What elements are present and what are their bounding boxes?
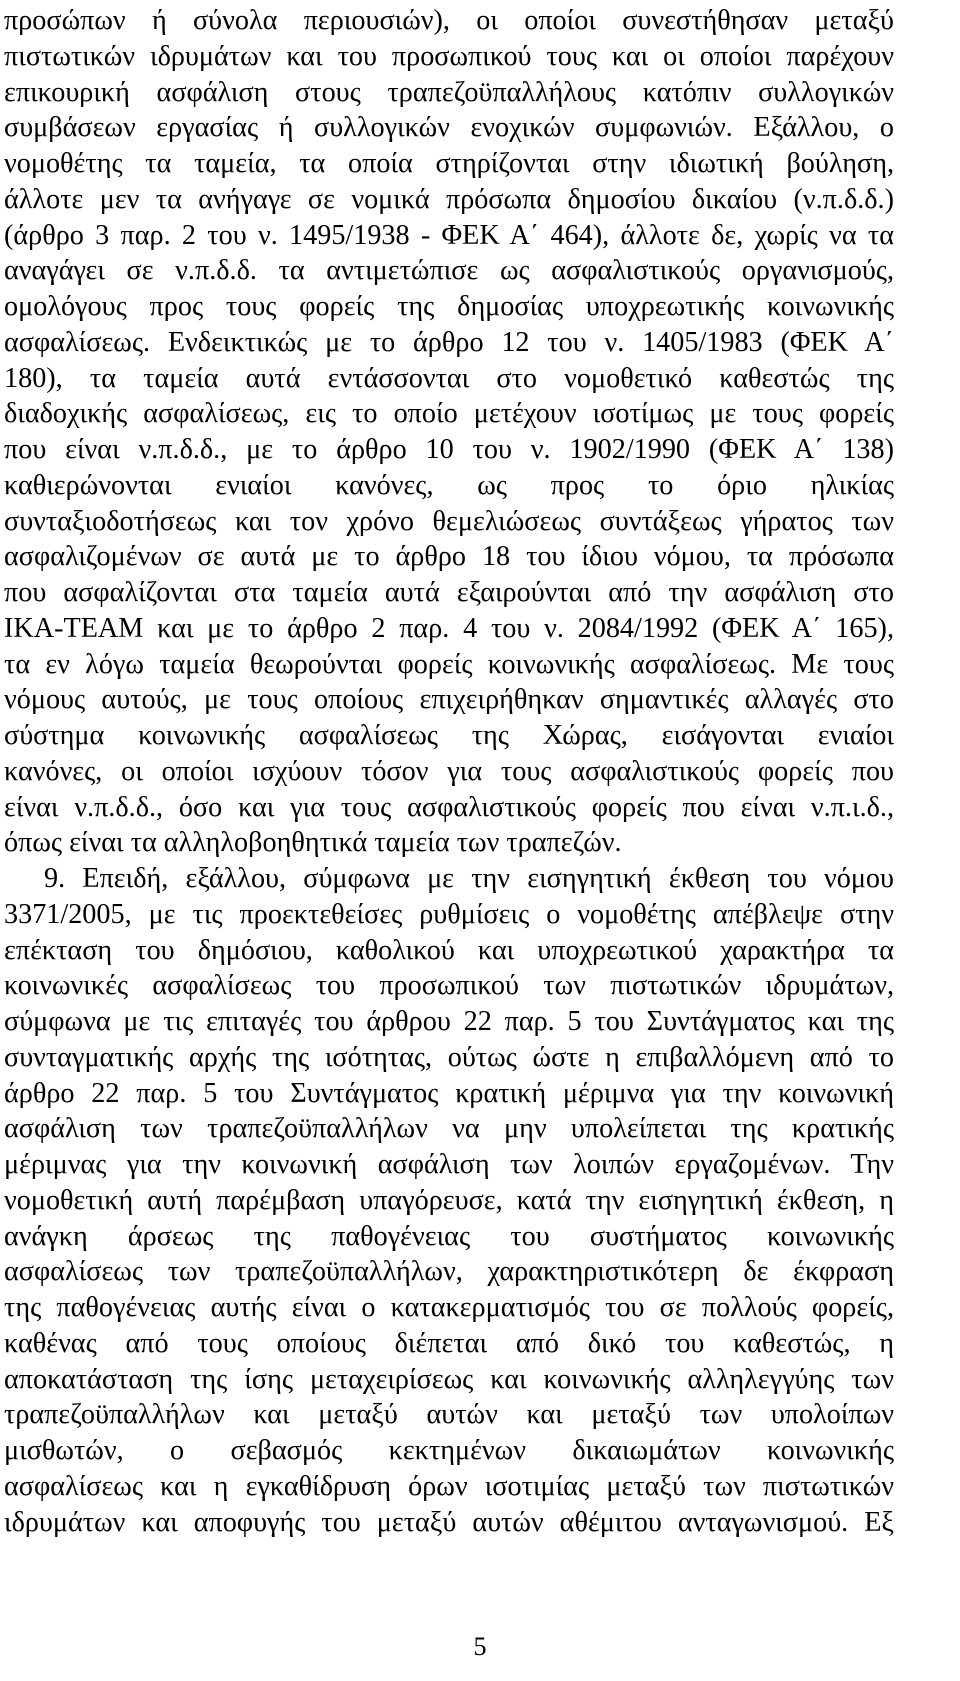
text-line: όπως είναι τα αλληλοβοηθητικά ταμεία των τραπεζών. xyxy=(4,827,622,859)
text-line: σύστημα κοινωνικής ασφαλίσεως της Χώρας, εισάγονται ενιαίοι xyxy=(4,720,894,751)
text-line: που είναι ν.π.δ.δ., με το άρθρο 10 του ν. 1902/1990 (ΦΕΚ Α΄ 138) xyxy=(4,434,894,465)
text-line: είναι ν.π.δ.δ., όσο και για τους ασφαλιστικούς φορείς που είναι ν.π.ι.δ., xyxy=(4,791,894,823)
text-line: σύμφωνα με τις επιταγές του άρθρου 22 παρ. 5 του Συντάγματος και της xyxy=(4,1006,894,1037)
text-line: νόμους αυτούς, με τους οποίους επιχειρήθηκαν σημαντικές αλλαγές στο xyxy=(4,684,894,716)
text-line: ΙΚΑ-ΤΕΑΜ και με το άρθρο 2 παρ. 4 του ν. 2084/1992 (ΦΕΚ Α΄ 165), xyxy=(4,612,894,644)
text-line: επέκταση του δημόσιου, καθολικού και υποχρεωτικού χαρακτήρα τα xyxy=(4,934,894,966)
page-number: 5 xyxy=(473,1632,487,1661)
text-line: (άρθρο 3 παρ. 2 του ν. 1495/1938 - ΦΕΚ Α΄ 464), άλλοτε δε, χωρίς να τα xyxy=(4,219,894,251)
text-line: καθένας από τους οποίους διέπεται από δικό του καθεστώς, η xyxy=(4,1327,894,1359)
text-line: 9. Επειδή, εξάλλου, σύμφωνα με την εισηγητική έκθεση του νόμου xyxy=(44,863,894,894)
text-line: άλλοτε μεν τα ανήγαγε σε νομικά πρόσωπα δημοσίου δικαίου (ν.π.δ.δ.) xyxy=(4,183,894,215)
text-line: κανόνες, οι οποίοι ισχύουν τόσον για τους ασφαλιστικούς φορείς που xyxy=(4,755,894,787)
text-line: τα εν λόγω ταμεία θεωρούνται φορείς κοινωνικής ασφαλίσεως. Με τους xyxy=(4,648,894,680)
text-line: ομολόγους προς τους φορείς της δημοσίας υποχρεωτικής κοινωνικής xyxy=(4,291,894,322)
text-line: καθιερώνονται ενιαίοι κανόνες, ως προς το όριο ηλικίας xyxy=(4,469,894,501)
text-line: τραπεζοϋπαλλήλων και μεταξύ αυτών και μεταξύ των υπολοίπων xyxy=(4,1399,894,1431)
text-line: επικουρική ασφάλιση στους τραπεζοϋπαλλήλους κατόπιν συλλογικών xyxy=(4,76,894,108)
text-line: νομοθέτης τα ταμεία, τα οποία στηρίζονται στην ιδιωτική βούληση, xyxy=(4,148,894,179)
text-line: συνταξιοδοτήσεως και τον χρόνο θεμελιώσεως συντάξεως γήρατος των xyxy=(4,505,894,537)
text-line: 3371/2005, με τις προεκτεθείσες ρυθμίσεις ο νομοθέτης απέβλεψε στην xyxy=(4,898,894,930)
body-text xyxy=(4,3,894,1540)
text-line: συμβάσεων εργασίας ή συλλογικών ενοχικών συμφωνιών. Εξάλλου, ο xyxy=(4,112,894,144)
text-line: ασφαλίσεως των τραπεζοϋπαλλήλων, χαρακτηριστικότερη δε έκφραση xyxy=(4,1256,894,1288)
text-line: αποκατάσταση της ίσης μεταχειρίσεως και κοινωνικής αλληλεγγύης των xyxy=(4,1363,894,1395)
text-line: ανάγκη άρσεως της παθογένειας του συστήματος κοινωνικής xyxy=(4,1220,894,1252)
text-line: ασφαλίσεως και η εγκαθίδρυση όρων ισοτιμίας μεταξύ των πιστωτικών xyxy=(4,1470,894,1502)
text-line: μέριμνας για την κοινωνική ασφάλιση των λοιπών εργαζομένων. Την xyxy=(4,1149,894,1180)
text-line: αναγάγει σε ν.π.δ.δ. τα αντιμετώπισε ως ασφαλιστικούς οργανισμούς, xyxy=(4,255,894,287)
text-line: διαδοχικής ασφαλίσεως, εις το οποίο μετέχουν ισοτίμως με τους φορείς xyxy=(4,398,894,430)
text-line: νομοθετική αυτή παρέμβαση υπαγόρευσε, κατά την εισηγητική έκθεση, η xyxy=(4,1184,894,1216)
text-line: πιστωτικών ιδρυμάτων και του προσωπικού τους και οι οποίοι παρέχουν xyxy=(4,40,894,72)
text-line: ασφαλίσεως. Ενδεικτικώς με το άρθρο 12 του ν. 1405/1983 (ΦΕΚ Α΄ xyxy=(4,326,894,358)
text-line: κοινωνικές ασφαλίσεως του προσωπικού των πιστωτικών ιδρυμάτων, xyxy=(4,970,894,1002)
text-line: της παθογένειας αυτής είναι ο κατακερματισμός του σε πολλούς φορείς, xyxy=(4,1292,894,1323)
text-line: ασφαλιζομένων σε αυτά με το άρθρο 18 του ίδιου νόμου, τα πρόσωπα xyxy=(4,541,894,573)
text-line: μισθωτών, ο σεβασμός κεκτημένων δικαιωμάτων κοινωνικής xyxy=(4,1435,894,1466)
text-line: 180), τα ταμεία αυτά εντάσσονται στο νομοθετικό καθεστώς της xyxy=(4,362,894,394)
text-line: που ασφαλίζονται στα ταμεία αυτά εξαιρούνται από την ασφάλιση στο xyxy=(4,577,894,608)
text-line: ασφάλιση των τραπεζοϋπαλλήλων να μην υπολείπεται της κρατικής xyxy=(4,1113,894,1145)
text-line: ιδρυμάτων και αποφυγής του μεταξύ αυτών αθέμιτου ανταγωνισμού. Εξ xyxy=(4,1506,894,1538)
text-line: προσώπων ή σύνολα περιουσιών), οι οποίοι συνεστήθησαν μεταξύ xyxy=(4,5,894,36)
text-line: συνταγματικής αρχής της ισότητας, ούτως ώστε η επιβαλλόμενη από το xyxy=(4,1041,894,1073)
text-line: άρθρο 22 παρ. 5 του Συντάγματος κρατική μέριμνα για την κοινωνική xyxy=(4,1077,894,1109)
